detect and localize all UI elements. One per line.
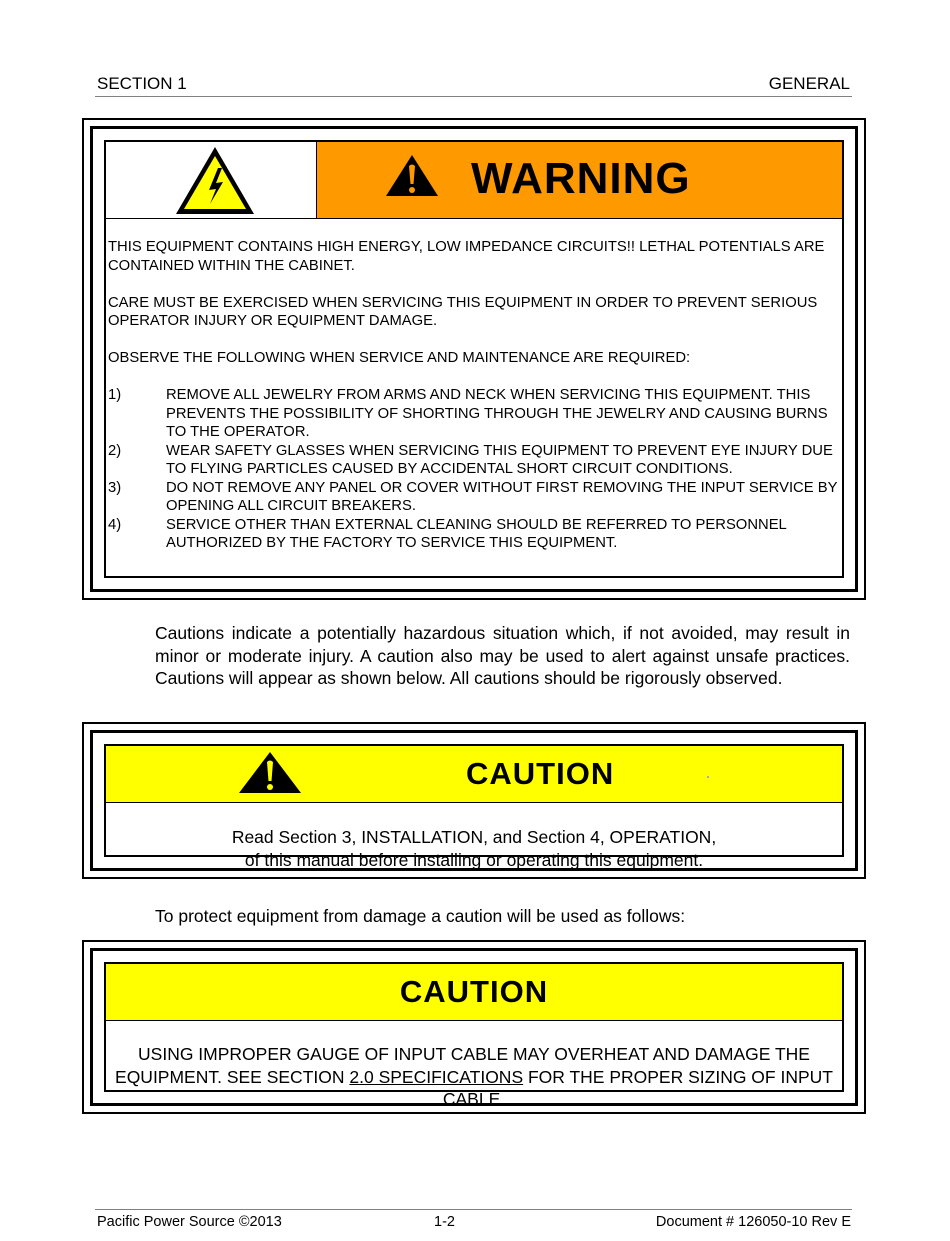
list-number: 4) [108,516,122,533]
list-number: 3) [108,479,122,496]
warning-list-item [108,386,840,442]
warning-box-content [104,140,844,578]
caution-box-content [104,744,844,870]
caution-title: CAUTION [466,756,615,791]
warning-icon-cell [106,142,317,218]
warning-title: WARNING [471,154,691,203]
warning-paragraph: THIS EQUIPMENT CONTAINS HIGH ENERGY, LOW IMPEDANCE CIRCUITS!! LETHAL POTENTIALS ARE CONTAINED WITHIN THE CABINET. [108,239,825,274]
footer-rule [95,1209,852,1210]
warning-paragraph: OBSERVE THE FOLLOWING WHEN SERVICE AND MAINTENANCE ARE REQUIRED: [108,350,691,366]
specifications-link[interactable]: 2.0 SPECIFICATIONS [349,1066,524,1087]
caution-text-start: USING IMPROPER GAUGE OF INPUT CABLE MAY OVERHEAT AND DAMAGE THE EQUIPMENT. SEE SECTION [115,1044,810,1087]
caution-title-bar [106,746,842,803]
caution-text-line: Read Section 3, INSTALLATION, and Section 4, OPERATION, [231,827,717,847]
list-text: DO NOT REMOVE ANY PANEL OR COVER WITHOUT FIRST REMOVING THE INPUT SERVICE BY OPENING ALL CIRCUIT BREAKERS. [166,479,838,514]
footer-page-number: 1-2 [434,1214,455,1230]
caution-title-bar [106,964,842,1021]
list-number: 1) [108,387,122,403]
warning-list-item [108,479,840,516]
header-chapter: GENERAL [768,74,850,93]
caution-title: CAUTION [399,974,549,1009]
caution-text-line: of this manual before installing or operating this equipment. [244,849,704,870]
warning-paragraph: CARE MUST BE EXERCISED WHEN SERVICING THIS EQUIPMENT IN ORDER TO PREVENT SERIOUS OPERATOR INJURY OR EQUIPMENT DAMAGE. [108,294,818,329]
exclamation-triangle-icon [238,751,302,795]
header-rule [95,96,852,97]
warning-box [82,118,866,600]
caution-box-content [104,962,844,1109]
caution-intro-paragraph: Cautions indicate a potentially hazardous situation which, if not avoided, may result in minor or moderate injury. A caution also may be used to alert against unsafe practices. Cautions will appear as shown below. All cautions should be rigorously observed. [155,623,850,688]
caution-box-equipment [82,940,866,1114]
footer-document-number: Document # 126050-10 Rev E [655,1214,851,1230]
list-number: 2) [108,442,122,459]
caution-box-frame [90,730,858,871]
stray-mark [707,776,709,778]
caution-text [108,1043,840,1111]
high-voltage-icon [173,144,257,218]
exclamation-triangle-icon [385,154,439,198]
header-section: SECTION 1 [97,74,187,93]
warning-list-item [108,516,840,553]
footer-company: Pacific Power Source ©2013 [97,1214,282,1230]
warning-title-bar [317,142,842,218]
list-text: SERVICE OTHER THAN EXTERNAL CLEANING SHOULD BE REFERRED TO PERSONNEL AUTHORIZED BY THE FACTORY TO SERVICE THIS EQUIPMENT. [166,516,787,551]
warning-box-frame [90,126,858,592]
caution-box-frame [90,948,858,1109]
warning-header [106,142,842,219]
equipment-caution-intro: To protect equipment from damage a caution will be used as follows: [155,906,686,926]
list-text: WEAR SAFETY GLASSES WHEN SERVICING THIS EQUIPMENT TO PREVENT EYE INJURY DUE TO FLYING PARTICLES CAUSED BY ACCIDENTAL SHORT CIRCUIT CONDITIONS. [166,442,833,477]
caution-text [108,826,840,871]
caution-box-injury [82,722,866,879]
caution-text-end: FOR THE PROPER SIZING OF INPUT CABLE. [442,1066,833,1109]
list-text: REMOVE ALL JEWELRY FROM ARMS AND NECK WHEN SERVICING THIS EQUIPMENT. THIS PREVENTS THE POSSIBILITY OF SHORTING THROUGH THE JEWELRY AND CAUSING BURNS TO THE OPERATOR. [166,387,828,440]
warning-body [108,238,840,553]
warning-list-item [108,442,840,479]
